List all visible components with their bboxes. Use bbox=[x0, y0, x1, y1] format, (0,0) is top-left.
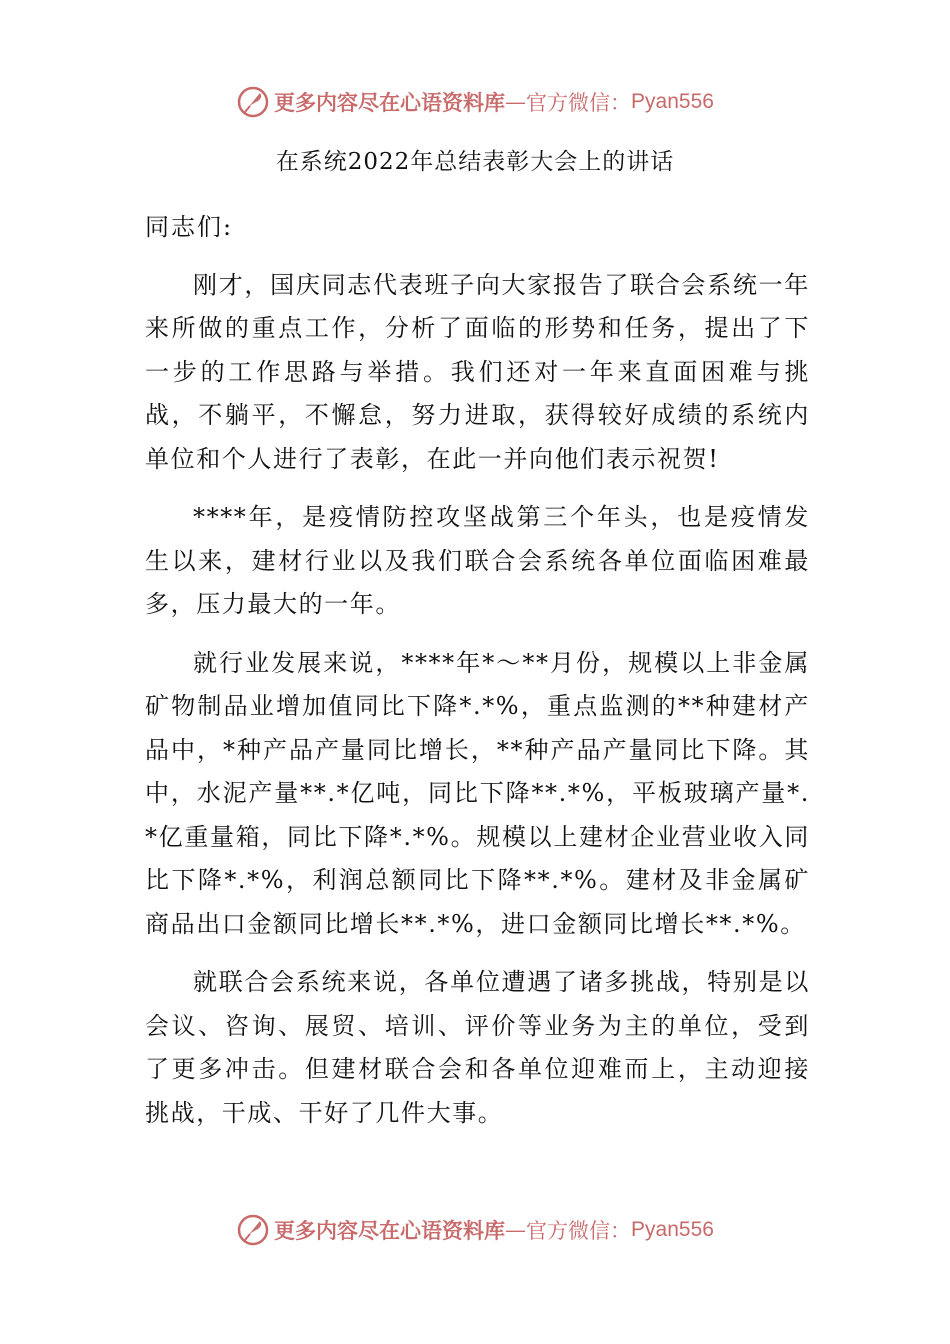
paragraph: ****年，是疫情防控攻坚战第三个年头，也是疫情发生以来，建材行业以及我们联合会系统各单位面临困难最多，压力最大的一年。 bbox=[145, 503, 810, 618]
watermark-dash: — bbox=[505, 1218, 527, 1242]
document-title: 在系统2022年总结表彰大会上的讲话 bbox=[275, 149, 675, 175]
quill-logo-icon bbox=[236, 1213, 270, 1247]
watermark-wechat-label: 官方微信： bbox=[526, 1219, 632, 1243]
watermark-wechat-id: Pyan556 bbox=[631, 90, 714, 113]
salutation: 同志们: bbox=[145, 213, 234, 241]
watermark-site-text: 更多内容尽在心语资料库 bbox=[274, 1218, 506, 1243]
watermark-wechat-id: Pyan556 bbox=[631, 1218, 714, 1241]
header-watermark bbox=[0, 82, 950, 122]
document-body bbox=[145, 206, 810, 1150]
watermark-site-text: 更多内容尽在心语资料库 bbox=[274, 90, 506, 115]
quill-logo-icon bbox=[236, 85, 270, 119]
paragraph: 刚才，国庆同志代表班子向大家报告了联合会系统一年来所做的重点工作，分析了面临的形势和任务，提出了下一步的工作思路与举措。我们还对一年来直面困难与挑战，不躺平，不懈怠，努力进取，获得较好成绩的系统内单位和个人进行了表彰，在此一并向他们表示祝贺! bbox=[145, 270, 810, 473]
footer-watermark bbox=[0, 1210, 950, 1250]
paragraph: 就联合会系统来说，各单位遭遇了诸多挑战，特别是以会议、咨询、展贸、培训、评价等业务为主的单位，受到了更多冲击。但建材联合会和各单位迎难而上，主动迎接挑战，干成、干好了几件大事。 bbox=[145, 968, 810, 1127]
watermark-dash: — bbox=[505, 90, 527, 114]
paragraph: 就行业发展来说，****年*～**月份，规模以上非金属矿物制品业增加值同比下降*.*%，重点监测的**种建材产品中，*种产品产量同比增长，**种产品产量同比下降。其中，水泥产量**.*亿吨，同比下降**.*%，平板玻璃产量*.*亿重量箱，同比下降*.*%。规模以上建材企业营业收入同比下降*.*%，利润总额同比下降**.*%。建材及非金属矿商品出口金额同比增长**.*%，进口金额同比增长**.*%。 bbox=[145, 648, 810, 938]
watermark-wechat-label: 官方微信： bbox=[526, 91, 632, 115]
